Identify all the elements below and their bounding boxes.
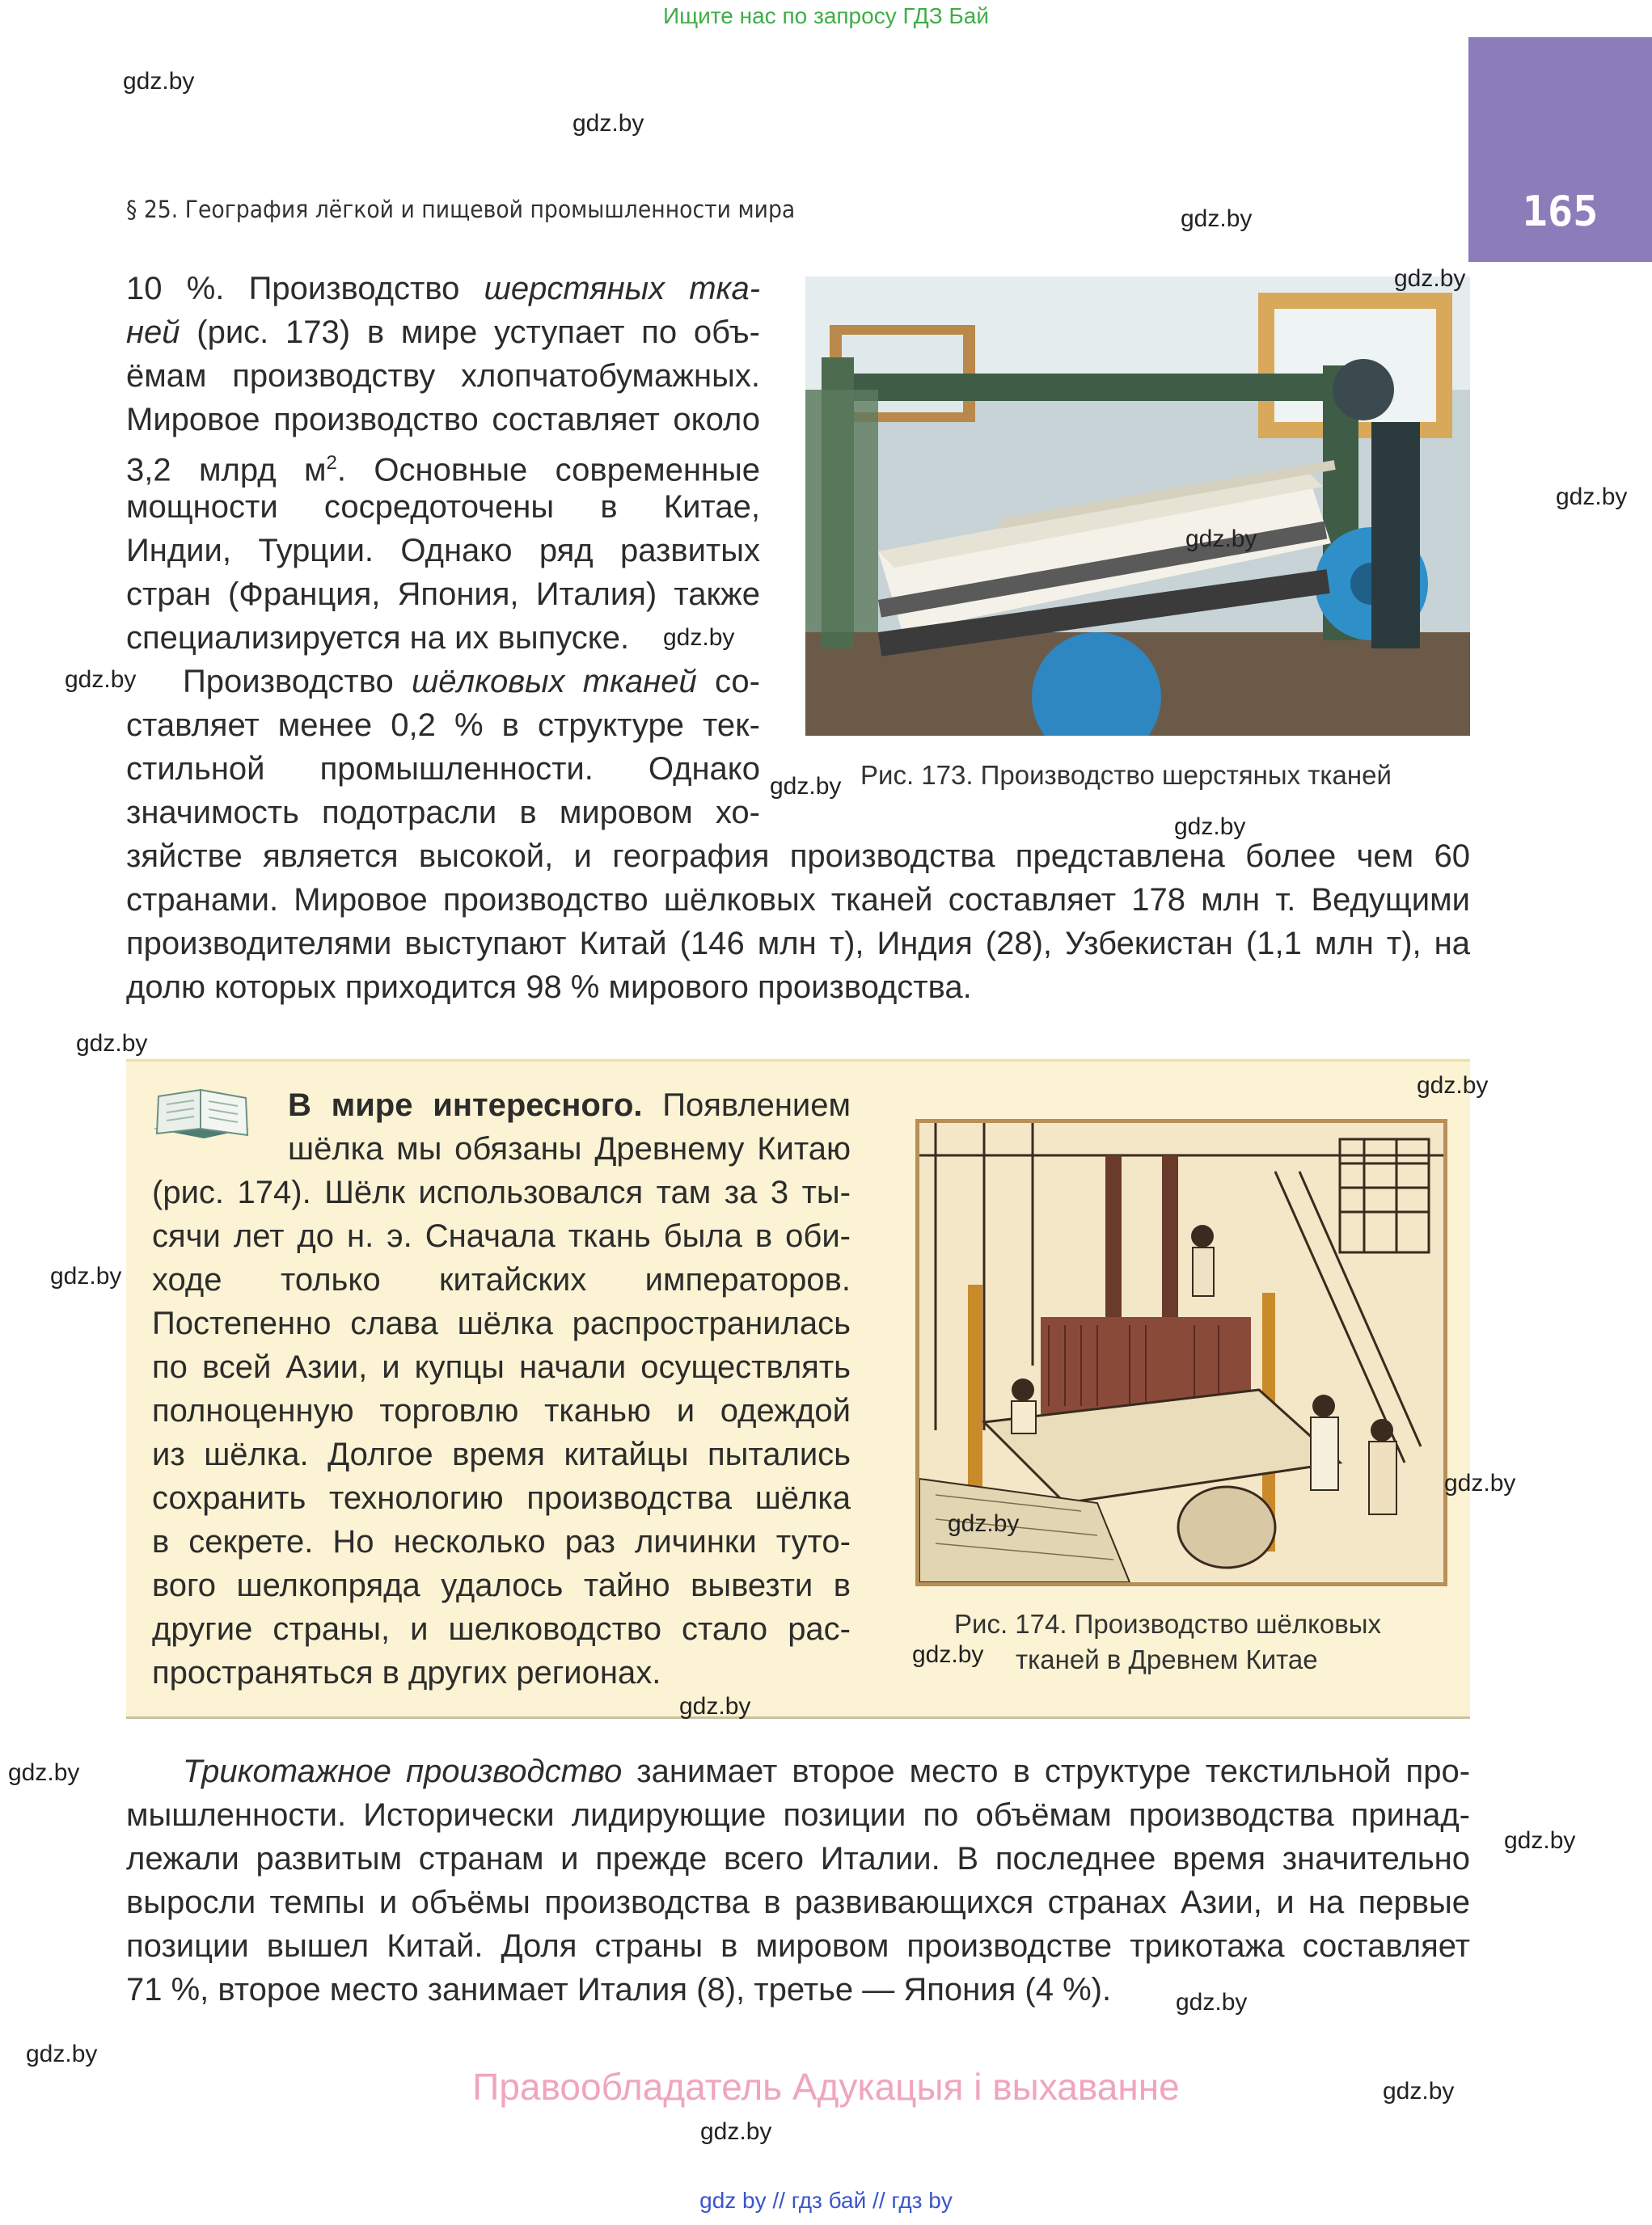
figure-174-caption-line1: Рис. 174. Производство шёлковых [954, 1609, 1381, 1639]
watermark: gdz.by [1556, 483, 1628, 510]
box-line4: сячи лет до н. э. Сначала ткань была в оби- [152, 1218, 851, 1254]
para2-line5: зяйстве является высокой, и география производства представлена более чем 60 [126, 838, 1470, 874]
box-line12: вого шелкопряда удалось тайно вывезти в [152, 1568, 851, 1603]
open-book-icon [150, 1087, 252, 1144]
box-line10: сохранить технологию производства шёлка [152, 1480, 851, 1516]
watermark: gdz.by [770, 773, 842, 800]
watermark: gdz.by [1383, 2078, 1455, 2105]
box-line8: полноценную торговлю тканью и одеждой [152, 1393, 851, 1429]
box-line6: Постепенно слава шёлка распространилась [152, 1306, 851, 1341]
watermark: gdz.by [1185, 526, 1257, 552]
para1-line7: Индии, Турции. Однако ряд развитых [126, 533, 760, 568]
running-head: § 25. География лёгкой и пищевой промышленности мира [126, 196, 796, 223]
watermark: gdz.by [663, 624, 735, 651]
box-title: В мире интересного. [288, 1087, 643, 1123]
para2-line4: значимость подотрасли в мировом хо- [126, 795, 760, 830]
para3-line5: позиции вышел Китай. Доля страны в мировом производстве трикотажа составляет [126, 1928, 1470, 1964]
watermark: gdz.by [1181, 205, 1253, 232]
top-banner[interactable]: Ищите нас по запросу ГДЗ Бай [662, 3, 990, 28]
watermark: gdz.by [1176, 1989, 1248, 2016]
para1-line8: стран (Франция, Япония, Италия) также [126, 576, 760, 612]
watermark: gdz.by [572, 110, 644, 137]
watermark: gdz.by [8, 1759, 80, 1786]
watermark: gdz.by [679, 1693, 751, 1720]
watermark: gdz.by [1417, 1072, 1489, 1099]
para3-line2: мышленности. Исторически лидирующие позиции по объёмам производства принад- [126, 1797, 1470, 1833]
watermark: gdz.by [700, 2118, 772, 2145]
figure-173-caption: Рис. 173. Производство шерстяных тканей [860, 760, 1392, 790]
para1-line3: ёмам производству хлопчатобумажных. [126, 358, 760, 394]
para1-line6: мощности сосредоточены в Китае, [126, 489, 760, 525]
box-line5: ходе только китайских императоров. [152, 1262, 851, 1298]
box-line11: в секрете. Но несколько раз личинки туто- [152, 1524, 851, 1560]
bottom-links[interactable]: gdz by // гдз бай // гдз by [699, 2188, 953, 2213]
para3-line4: выросли темпы и объёмы производства в развивающихся странах Азии, и на первые [126, 1885, 1470, 1920]
watermark: gdz.by [1504, 1827, 1576, 1854]
box-line9: из шёлка. Долгое время китайцы пытались [152, 1437, 851, 1472]
para2-line3: стильной промышленности. Однако [126, 751, 760, 787]
watermark: gdz.by [123, 68, 195, 95]
box-line1: В мире интересного. Появлением [288, 1087, 851, 1123]
para2-line7: производителями выступают Китай (146 млн т), Индия (28), Узбекистан (1,1 млн т), на [126, 926, 1470, 961]
box-line2: шёлка мы обязаны Древнему Китаю [288, 1131, 851, 1167]
para3-line3: лежали развитым странам и прежде всего Италии. В последнее время значительно [126, 1841, 1470, 1877]
watermark: gdz.by [26, 2041, 98, 2067]
figure-174-caption-line2: тканей в Древнем Китае [1016, 1644, 1318, 1674]
para1-line2: ней (рис. 173) в мире уступает по объ- [126, 315, 760, 350]
para3-line6: 71 %, второе место занимает Италия (8), третье — Япония (4 %). [126, 1972, 1112, 2008]
para1-line1: 10 %. Производство шерстяных тка- [126, 271, 761, 306]
watermark: gdz.by [76, 1030, 148, 1057]
watermark: gdz.by [1444, 1470, 1516, 1497]
para2-line8: долю которых приходится 98 % мирового производства. [126, 969, 972, 1005]
copyright-watermark: Правообладатель Адукацыя і выхаванне [472, 2066, 1180, 2108]
figure-173-photo [805, 277, 1470, 736]
page-number-tab [1468, 37, 1652, 262]
page-number: 165 [1522, 188, 1599, 236]
watermark: gdz.by [1394, 265, 1466, 292]
para2-line6: странами. Мировое производство шёлковых тканей составляет 178 млн т. Ведущими [126, 882, 1470, 918]
wool-loom-illustration [805, 277, 1470, 736]
watermark: gdz.by [912, 1641, 984, 1668]
box-line7: по всей Азии, и купцы начали осуществлять [152, 1349, 851, 1385]
box-line3: (рис. 174). Шёлк использовался там за 3 ты- [152, 1175, 851, 1210]
watermark: gdz.by [948, 1510, 1020, 1537]
watermark: gdz.by [50, 1263, 122, 1290]
watermark: gdz.by [1174, 813, 1246, 840]
para2-line1: Производство шёлковых тканей со- [183, 664, 760, 699]
watermark: gdz.by [65, 666, 137, 693]
para1-line4: Мировое производство составляет около [126, 402, 760, 437]
para1-line5: 3,2 млрд $м^2$. Основные современные [126, 452, 760, 488]
box-line13: другие страны, и шелководство стало рас- [152, 1611, 851, 1647]
para1-line9: специализируется на их выпуске. [126, 620, 630, 656]
para2-line2: ставляет менее 0,2 % в структуре тек- [126, 707, 760, 743]
para3-line1: Трикотажное производство занимает второе место в структуре текстильной про- [183, 1754, 1471, 1789]
box-line14: пространяться в других регионах. [152, 1655, 661, 1691]
